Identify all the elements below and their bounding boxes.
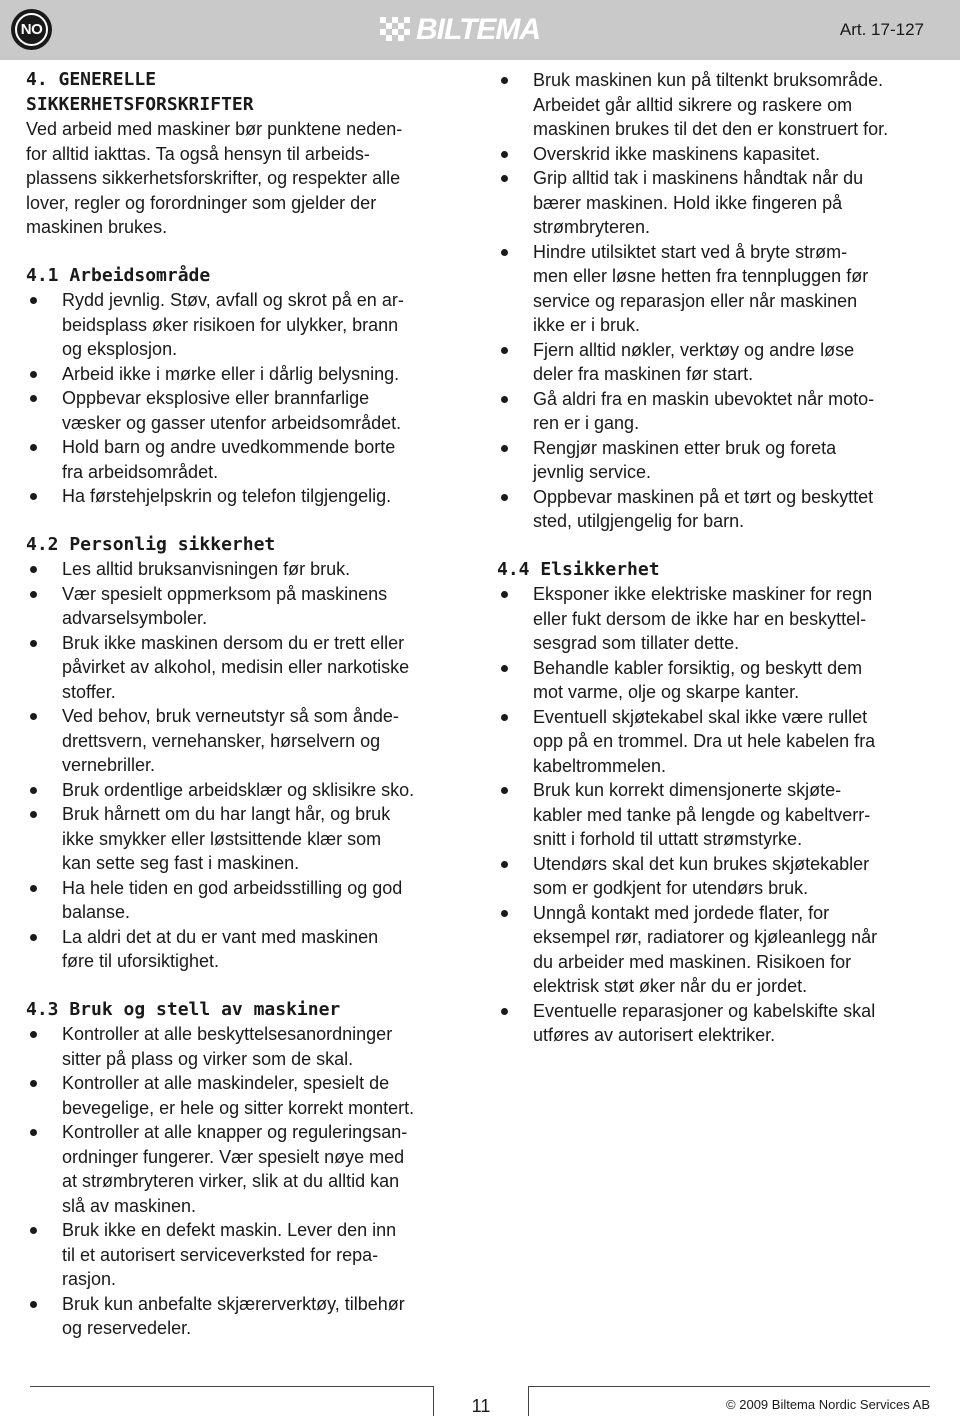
list-item-line: ordninger fungerer. Vær spesielt nøye med	[62, 1146, 405, 1167]
copyright: © 2009 Biltema Nordic Services AB	[726, 1397, 930, 1412]
section-4-4-list	[497, 582, 937, 1048]
list-item	[26, 1120, 466, 1218]
list-item-line: balanse.	[62, 902, 131, 922]
list-item	[497, 485, 937, 534]
list-item	[497, 778, 937, 852]
language-badge-icon	[11, 9, 52, 50]
list-item	[497, 387, 937, 436]
section-4-3-title: 4.3 Bruk og stell av maskiner	[26, 998, 341, 1020]
list-item-line: Bruk kun korrekt dimensjonerte skjøte-	[533, 780, 842, 800]
list-item	[497, 142, 937, 167]
list-item-line: Utendørs skal det kun brukes skjøtekabler	[533, 853, 870, 874]
list-item-line: Behandle kabler forsiktig, og beskytt dem	[533, 657, 863, 678]
biltema-checkered-logo-icon	[380, 17, 412, 43]
list-item-line: stoffer.	[62, 681, 116, 702]
intro-line: lover, regler og forordninger som gjelder der	[26, 192, 377, 213]
list-item-line: rasjon.	[62, 1269, 117, 1289]
list-item	[26, 1218, 466, 1292]
list-item	[497, 240, 937, 338]
list-item-line: Bruk hårnett om du har langt hår, og bruk	[62, 804, 391, 824]
page-number: 11	[471, 1396, 491, 1416]
list-item-line: Les alltid bruksanvisningen før bruk.	[62, 559, 351, 579]
list-item	[26, 704, 466, 778]
list-item-line: bærer maskinen. Hold ikke fingeren på	[533, 192, 843, 213]
list-item	[26, 1071, 466, 1120]
article-number: Art. 17-127	[839, 20, 924, 39]
section-4-title-line-2: SIKKERHETSFORSKRIFTER	[26, 93, 254, 115]
list-item-line: slå av maskinen.	[62, 1195, 197, 1216]
list-item-line: Eventuell skjøtekabel skal ikke være rullet	[533, 706, 868, 727]
list-item-line: mot varme, olje og skarpe kanter.	[533, 682, 800, 702]
list-item-line: Rengjør maskinen etter bruk og foreta	[533, 437, 837, 458]
list-item-line: Hindre utilsiktet start ved å bryte strøm-	[533, 241, 848, 262]
list-item-line: bevegelige, er hele og sitter korrekt montert.	[62, 1097, 415, 1118]
list-item	[497, 582, 937, 656]
list-item	[26, 362, 466, 387]
list-item-line: Ved behov, bruk verneutstyr så som ånde-	[62, 706, 399, 726]
list-item-line: opp på en trommel. Dra ut hele kabelen fra	[533, 731, 876, 751]
list-item-line: Arbeidet går alltid sikrere og raskere om	[533, 94, 853, 115]
list-item-line: eller fukt dersom de ikke har en beskyttel-	[533, 608, 867, 629]
list-item-line: Unngå kontakt med jordede flater, for	[533, 902, 830, 923]
list-item	[26, 1292, 466, 1341]
list-item-line: sesgrad som tillater dette.	[533, 633, 740, 653]
list-item-line: Gå aldri fra en maskin ubevoktet når moto-	[533, 388, 875, 409]
list-item-line: drettsvern, vernehansker, hørselvern og	[62, 730, 381, 751]
list-item	[26, 1022, 466, 1071]
intro-line: maskinen brukes.	[26, 217, 168, 237]
list-item-line: strømbryteren.	[533, 217, 651, 237]
list-item	[26, 288, 466, 362]
list-item-line: ikke smykker eller løstsittende klær som	[62, 828, 382, 849]
list-item-line: Bruk kun anbefalte skjærerverktøy, tilbehør	[62, 1293, 405, 1314]
list-item-line: Eventuelle reparasjoner og kabelskifte skal	[533, 1000, 876, 1021]
list-item-line: advarselsymboler.	[62, 608, 208, 628]
brand-wordmark: BILTEMA	[416, 13, 541, 46]
list-item-line: Kontroller at alle knapper og reguleringsan-	[62, 1122, 408, 1142]
list-item	[26, 778, 466, 803]
intro-line: plassens sikkerhetsforskrifter, og respekter alle	[26, 168, 401, 188]
section-4-title-line-1: 4. GENERELLE	[26, 69, 157, 90]
list-item-line: påvirket av alkohol, medisin eller narkotiske	[62, 657, 410, 677]
list-item-line: ikke er i bruk.	[533, 315, 641, 335]
section-4-intro	[26, 117, 466, 240]
list-item-line: kabler med tanke på lengde og kabeltverr-	[533, 804, 871, 825]
list-item-line: deler fra maskinen før start.	[533, 364, 754, 384]
intro-line: for alltid iakttas. Ta også hensyn til arbeids-	[26, 143, 370, 164]
list-item	[26, 386, 466, 435]
list-item-line: maskinen brukes til det den er konstruert for.	[533, 119, 889, 139]
list-item	[497, 166, 937, 240]
list-item	[497, 68, 937, 142]
list-item-line: ren er i gang.	[533, 413, 640, 433]
list-item-line: kan sette seg fast i maskinen.	[62, 853, 300, 873]
right-column	[497, 68, 937, 1048]
section-4-1-list	[26, 288, 466, 509]
list-item	[26, 631, 466, 705]
list-item	[26, 484, 466, 509]
list-item-line: beidsplass øker risikoen for ulykker, brann	[62, 314, 399, 335]
section-4-2-title: 4.2 Personlig sikkerhet	[26, 533, 276, 555]
section-4-1-title: 4.1 Arbeidsområde	[26, 264, 211, 286]
list-item-line: Oppbevar eksplosive eller brannfarlige	[62, 388, 370, 408]
list-item-line: til et autorisert serviceverksted for repa-	[62, 1244, 379, 1265]
list-item-line: La aldri det at du er vant med maskinen	[62, 926, 379, 947]
list-item-line: Grip alltid tak i maskinens håndtak når du	[533, 168, 864, 188]
list-item-line: Oppbevar maskinen på et tørt og beskyttet	[533, 486, 874, 507]
list-item-line: Rydd jevnlig. Støv, avfall og skrot på en ar-	[62, 290, 404, 310]
intro-line: Ved arbeid med maskiner bør punktene neden-	[26, 119, 403, 139]
list-item-line: Fjern alltid nøkler, verktøy og andre løse	[533, 339, 855, 360]
list-item-line: at strømbryteren virker, slik at du alltid kan	[62, 1171, 400, 1191]
list-item-line: Hold barn og andre uvedkommende borte	[62, 437, 396, 457]
list-item	[497, 656, 937, 705]
list-item-line: Kontroller at alle maskindeler, spesielt de	[62, 1073, 390, 1093]
biltema-logo	[380, 15, 540, 45]
list-item	[497, 901, 937, 999]
section-4-2-list	[26, 557, 466, 974]
list-item-line: Overskrid ikke maskinens kapasitet.	[533, 143, 821, 164]
list-item	[497, 705, 937, 779]
list-item-line: sitter på plass og virker som de skal.	[62, 1048, 354, 1069]
list-item	[26, 582, 466, 631]
list-item	[497, 436, 937, 485]
list-item-line: fra arbeidsområdet.	[62, 461, 219, 482]
list-item	[497, 999, 937, 1048]
language-badge-label: NO	[20, 21, 43, 38]
list-item	[497, 338, 937, 387]
list-item-line: Bruk ikke maskinen dersom du er trett eller	[62, 632, 405, 653]
list-item-line: Ha førstehjelpskrin og telefon tilgjengelig.	[62, 486, 392, 506]
list-item	[26, 435, 466, 484]
list-item	[26, 557, 466, 582]
list-item-line: utføres av autorisert elektriker.	[533, 1025, 776, 1045]
list-item	[26, 876, 466, 925]
list-item-line: snitt i forhold til uttatt strømstyrke.	[533, 829, 803, 849]
list-item-line: sted, utilgjengelig for barn.	[533, 511, 745, 531]
list-item-line: service og reparasjon eller når maskinen	[533, 290, 858, 311]
list-item	[26, 925, 466, 974]
list-item-line: eksempel rør, radiatorer og kjøleanlegg når	[533, 927, 878, 947]
section-4-title	[26, 68, 466, 117]
list-item-line: Kontroller at alle beskyttelsesanordninger	[62, 1024, 393, 1044]
list-item-line: Arbeid ikke i mørke eller i dårlig belysning.	[62, 363, 400, 384]
list-item-line: Eksponer ikke elektriske maskiner for regn	[533, 584, 873, 604]
list-item-line: og eksplosjon.	[62, 339, 178, 359]
list-item-line: kabeltrommelen.	[533, 755, 667, 776]
list-item-line: vernebriller.	[62, 755, 156, 775]
section-4-3-list-continued	[497, 68, 937, 534]
header-bar	[0, 0, 960, 60]
left-column	[26, 68, 466, 1341]
list-item-line: væsker og gasser utenfor arbeidsområdet.	[62, 412, 402, 433]
list-item-line: Bruk ikke en defekt maskin. Lever den inn	[62, 1220, 397, 1240]
list-item-line: og reservedeler.	[62, 1318, 192, 1338]
list-item-line: elektrisk støt øker når du er jordet.	[533, 976, 808, 996]
section-4-4-title: 4.4 Elsikkerhet	[497, 558, 660, 580]
list-item-line: Vær spesielt oppmerksom på maskinens	[62, 583, 388, 604]
list-item-line: Bruk maskinen kun på tiltenkt bruksområde.	[533, 70, 884, 90]
section-4-3-list	[26, 1022, 466, 1341]
list-item-line: som er godkjent for utendørs bruk.	[533, 878, 809, 898]
list-item-line: men eller løsne hetten fra tennpluggen før	[533, 266, 869, 286]
list-item-line: Ha hele tiden en god arbeidsstilling og god	[62, 877, 403, 898]
list-item-line: jevnlig service.	[533, 462, 652, 482]
list-item	[26, 802, 466, 876]
list-item-line: føre til uforsiktighet.	[62, 951, 220, 971]
list-item-line: du arbeider med maskinen. Risikoen for	[533, 951, 852, 972]
list-item-line: Bruk ordentlige arbeidsklær og sklisikre sko.	[62, 779, 415, 800]
list-item	[497, 852, 937, 901]
